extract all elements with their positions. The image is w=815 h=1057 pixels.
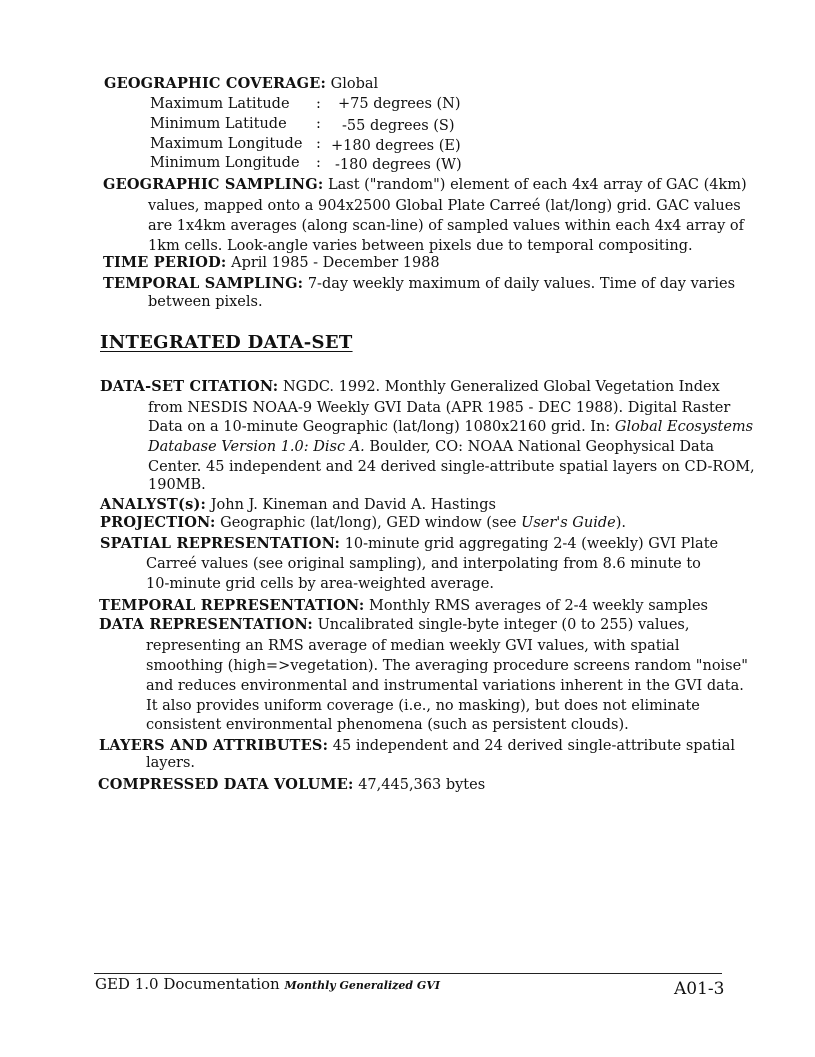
users-guide-title: User's Guide — [521, 515, 616, 531]
data-rep-line-4: and reduces environmental and instrumental variations inherent in the GVI data. — [146, 678, 744, 694]
analysts-line — [100, 496, 496, 514]
geo-sampling-text-1: Last ("random") element of each 4x4 array of GAC (4km) — [327, 177, 747, 193]
temporal-sampling-text-1: 7-day weekly maximum of daily values. Time of day varies — [307, 276, 736, 292]
projection-line — [100, 514, 626, 532]
projection-value — [220, 515, 626, 531]
data-rep-line-5: It also provides uniform coverage (i.e., no masking), but does not eliminate — [146, 698, 700, 714]
min-lat-value: -55 degrees (S) — [342, 118, 455, 134]
geo-sampling-line-1 — [103, 176, 747, 194]
citation-volume-title: Database Version 1.0: Disc A. — [148, 439, 365, 455]
footer-doc-title: GED 1.0 Documentation — [95, 975, 280, 993]
geo-coverage-line — [104, 75, 378, 93]
citation-label: DATA-SET CITATION: — [100, 378, 279, 395]
max-lat-sep: : — [316, 96, 321, 112]
min-lat-sep: : — [316, 116, 321, 132]
layers-line-1 — [99, 737, 735, 755]
citation-line-6: 190MB. — [148, 477, 206, 493]
max-lon-name: Maximum Longitude — [150, 136, 303, 152]
footer-page-number: A01-3 — [674, 979, 725, 999]
citation-text-1: NGDC. 1992. Monthly Generalized Global Vegetation Index — [282, 379, 720, 395]
data-rep-label: DATA REPRESENTATION: — [99, 616, 313, 633]
footer-dataset-title: Monthly Generalized GVI — [284, 979, 440, 992]
citation-text-3: Data on a 10-minute Geographic (lat/long) 1080x2160 grid. In: — [148, 419, 615, 435]
geo-coverage-label: GEOGRAPHIC COVERAGE: — [104, 75, 327, 92]
data-rep-line-2: representing an RMS average of median weekly GVI values, with spatial — [146, 638, 680, 654]
geo-sampling-line-2: values, mapped onto a 904x2500 Global Plate Carreé (lat/long) grid. GAC values — [148, 198, 741, 214]
citation-line-3 — [148, 418, 753, 436]
max-lat-name: Maximum Latitude — [150, 96, 290, 112]
projection-text: Geographic (lat/long), GED window (see — [220, 515, 522, 531]
projection-text-end: ). — [615, 515, 627, 531]
temporal-rep-value: Monthly RMS averages of 2-4 weekly samples — [369, 598, 708, 614]
temporal-rep-label: TEMPORAL REPRESENTATION: — [99, 597, 365, 614]
max-lon-value: +180 degrees (E) — [331, 138, 461, 154]
spatial-rep-line-1 — [100, 535, 718, 553]
citation-series-title: Global Ecosystems — [614, 419, 754, 435]
time-period-label: TIME PERIOD: — [103, 254, 227, 271]
temporal-rep-line — [99, 597, 708, 615]
citation-text-4: Boulder, CO: NOAA National Geophysical Data — [364, 439, 715, 455]
geo-sampling-label: GEOGRAPHIC SAMPLING: — [103, 176, 324, 193]
time-period-value: April 1985 - December 1988 — [231, 255, 440, 271]
spatial-rep-label: SPATIAL REPRESENTATION: — [100, 535, 341, 552]
spatial-rep-text-1: 10-minute grid aggregating 2-4 (weekly) GVI Plate — [344, 536, 719, 552]
citation-line-5: Center. 45 independent and 24 derived single-attribute spatial layers on CD-ROM, — [148, 459, 755, 475]
footer-rule — [94, 973, 722, 974]
temporal-sampling-label: TEMPORAL SAMPLING: — [103, 275, 304, 292]
data-rep-line-3: smoothing (high=>vegetation). The averaging procedure screens random "noise" — [146, 658, 748, 674]
citation-line-1 — [100, 378, 720, 396]
min-lat-name: Minimum Latitude — [150, 116, 287, 132]
data-rep-line-1 — [99, 616, 689, 634]
data-rep-text-1: Uncalibrated single-byte integer (0 to 255) values, — [317, 617, 690, 633]
section-heading: INTEGRATED DATA-SET — [100, 332, 353, 353]
layers-line-2: layers. — [146, 755, 196, 771]
max-lon-sep: : — [316, 136, 321, 152]
analysts-label: ANALYST(s): — [100, 496, 207, 513]
min-lon-sep: : — [316, 155, 321, 171]
geo-sampling-line-3: are 1x4km averages (along scan-line) of sampled values within each 4x4 array of — [148, 218, 745, 234]
temporal-sampling-line-1 — [103, 275, 735, 293]
temporal-sampling-line-2: between pixels. — [148, 294, 263, 310]
spatial-rep-line-2: Carreé values (see original sampling), and interpolating from 8.6 minute to — [146, 556, 701, 572]
citation-line-2: from NESDIS NOAA-9 Weekly GVI Data (APR 1985 - DEC 1988). Digital Raster — [148, 400, 731, 416]
spatial-rep-line-3: 10-minute grid cells by area-weighted average. — [146, 576, 494, 592]
volume-label: COMPRESSED DATA VOLUME: — [98, 776, 354, 793]
analysts-value: John J. Kineman and David A. Hastings — [210, 497, 496, 513]
min-lon-value: -180 degrees (W) — [335, 157, 462, 173]
layers-text-1: 45 independent and 24 derived single-attribute spatial — [332, 738, 735, 754]
geo-sampling-line-4: 1km cells. Look-angle varies between pixels due to temporal compositing. — [148, 238, 693, 254]
data-rep-line-6: consistent environmental phenomena (such as persistent clouds). — [146, 717, 629, 733]
citation-line-4 — [148, 438, 714, 456]
projection-label: PROJECTION: — [100, 514, 216, 531]
min-lon-name: Minimum Longitude — [150, 155, 300, 171]
max-lat-value: +75 degrees (N) — [338, 96, 461, 112]
footer-left — [95, 975, 440, 993]
volume-value: 47,445,363 bytes — [358, 777, 486, 793]
geo-coverage-value: Global — [330, 76, 379, 92]
time-period-line — [103, 254, 440, 272]
layers-label: LAYERS AND ATTRIBUTES: — [99, 737, 329, 754]
volume-line — [98, 776, 485, 794]
